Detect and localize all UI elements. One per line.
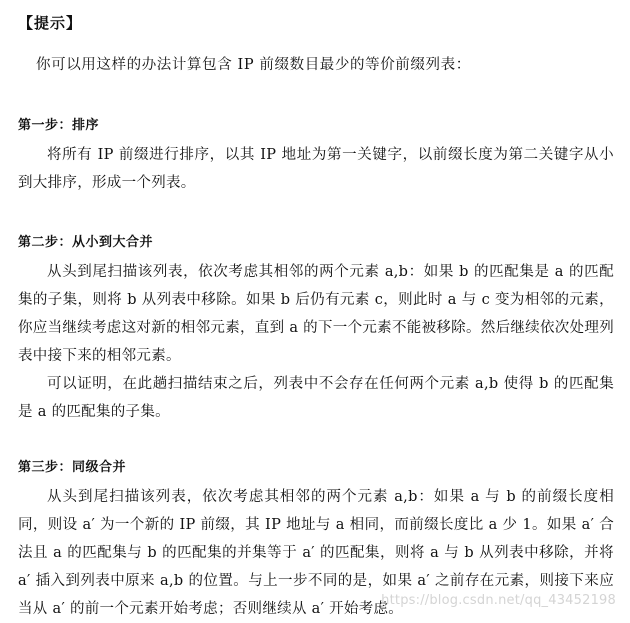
step-3-paragraph: 从头到尾扫描该列表，依次考虑其相邻的两个元素 a,b：如果 a 与 b 的前缀长度相同，则设 a′ 为一个新的 IP 前缀，其 IP 地址与 a 相同，而前缀长度比 a 少 1。如果 a′ 合法且 a 的匹配集与 b 的匹配集的并集等于 a′ 的匹配集，则将 a 与 b 从列表中移除，并将 a′ 插入到列表中原来 a,b 的位置。与上一步不同的是，如果 a′ 之前存在元素，则接下来应当从 a′ 的前一个元素开始考虑；否则继续从 a′ 开始考虑。 — [18, 489, 614, 617]
step-2-heading: 第二步：从小到大合并 — [18, 235, 154, 250]
step-2-paragraph-2: 可以证明，在此趟扫描结束之后，列表中不会存在任何两个元素 a,b 使得 b 的匹配集是 a 的匹配集的子集。 — [18, 376, 614, 420]
step-1-heading: 第一步：排序 — [18, 118, 100, 133]
intro-text: 你可以用这样的办法计算包含 IP 前缀数目最少的等价前缀列表： — [36, 57, 471, 73]
step-3-heading: 第三步：同级合并 — [18, 460, 127, 475]
step-2-paragraph-1: 从头到尾扫描该列表，依次考虑其相邻的两个元素 a,b：如果 b 的匹配集是 a 的匹配集的子集，则将 b 从列表中移除。如果 b 后仍有元素 c，则此时 a 与 c 变为相邻的元素，你应当继续考虑这对新的相邻元素，直到 a 的下一个元素不能被移除。然后继续依次处理列表中接下来的相邻元素。 — [18, 264, 614, 364]
step-1-paragraph: 将所有 IP 前缀进行排序，以其 IP 地址为第一关键字，以前缀长度为第二关键字从小到大排序，形成一个列表。 — [18, 147, 614, 191]
tip-title: 【提示】 — [18, 14, 83, 32]
watermark-url: https://blog.csdn.net/qq_43452198 — [381, 593, 616, 608]
